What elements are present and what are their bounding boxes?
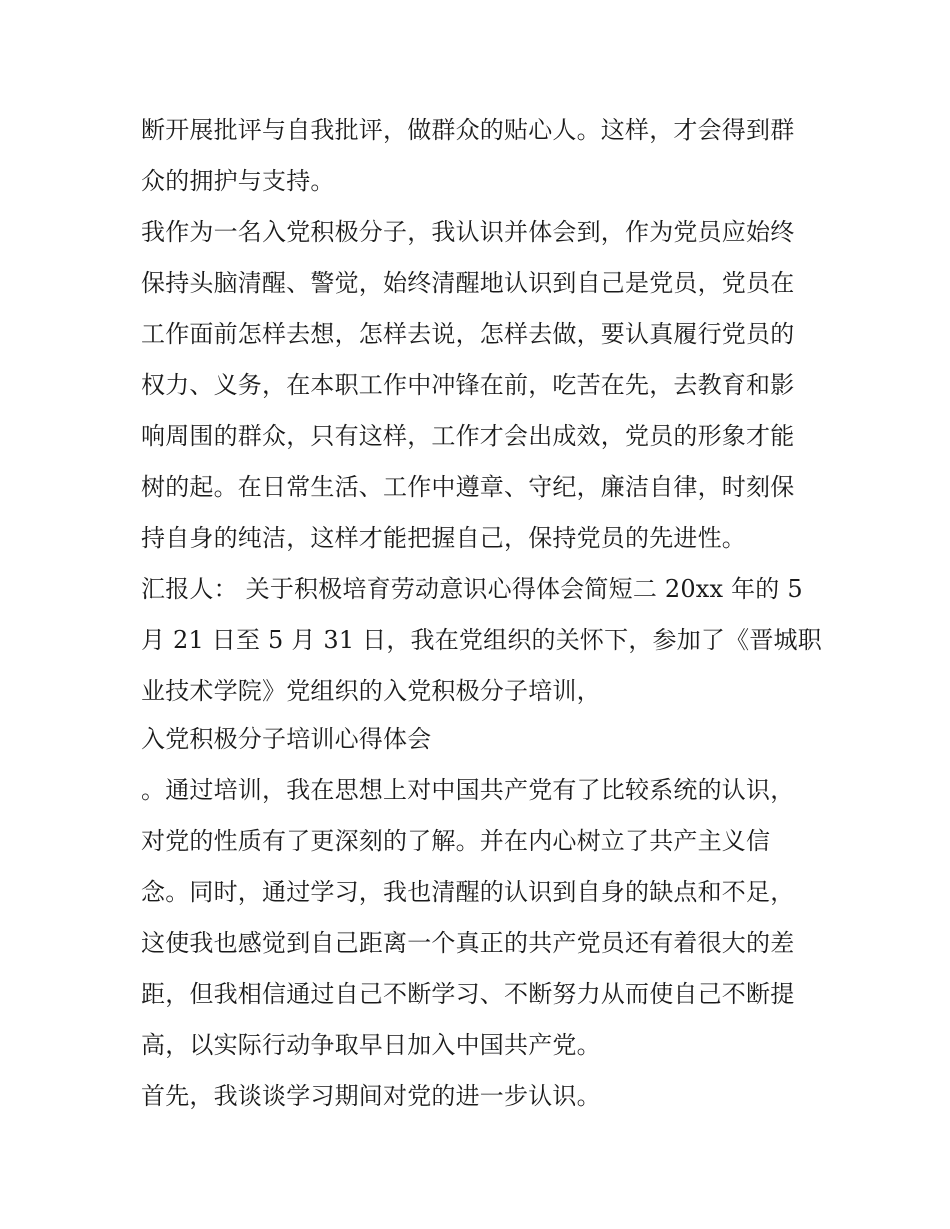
- text-line: 权力、义务，在本职工作中冲锋在前，吃苦在先，去教育和影: [141, 371, 795, 399]
- text-line: 念。同时，通过学习，我也清醒的认识到自身的缺点和不足，: [141, 878, 795, 906]
- text-line: 业技术学院》党组织的入党积极分子培训，: [141, 677, 601, 705]
- text-line: 持自身的纯洁，这样才能把握自己，保持党员的先进性。: [141, 524, 746, 552]
- text-line: 首先，我谈谈学习期间对党的进一步认识。: [141, 1082, 601, 1110]
- text-line: 。通过培训，我在思想上对中国共产党有了比较系统的认识，: [141, 776, 795, 804]
- text-line: 对党的性质有了更深刻的了解。并在内心树立了共产主义信: [141, 827, 771, 855]
- section-heading: 入党积极分子培训心得体会: [141, 725, 432, 753]
- text-line: 保持头脑清醒、警觉，始终清醒地认识到自己是党员，党员在: [141, 269, 795, 297]
- text-line: 工作面前怎样去想，怎样去说，怎样去做，要认真履行党员的: [141, 320, 795, 348]
- text-line: 众的拥护与支持。: [141, 167, 335, 195]
- text-line: 月 21 日至 5 月 31 日，我在党组织的关怀下，参加了《晋城职: [141, 626, 822, 654]
- text-line: 响周围的群众，只有这样，工作才会出成效，党员的形象才能: [141, 422, 795, 450]
- text-line: 距，但我相信通过自己不断学习、不断努力从而使自己不断提: [141, 980, 795, 1008]
- text-line: 这使我也感觉到自己距离一个真正的共产党员还有着很大的差: [141, 929, 795, 957]
- text-line: 断开展批评与自我批评，做群众的贴心人。这样，才会得到群: [141, 116, 795, 144]
- text-line: 汇报人： 关于积极培育劳动意识心得体会简短二 20xx 年的 5: [141, 575, 803, 603]
- text-line: 树的起。在日常生活、工作中遵章、守纪，廉洁自律，时刻保: [141, 473, 795, 501]
- text-line: 我作为一名入党积极分子，我认识并体会到，作为党员应始终: [141, 218, 795, 246]
- text-line: 高，以实际行动争取早日加入中国共产党。: [141, 1031, 601, 1059]
